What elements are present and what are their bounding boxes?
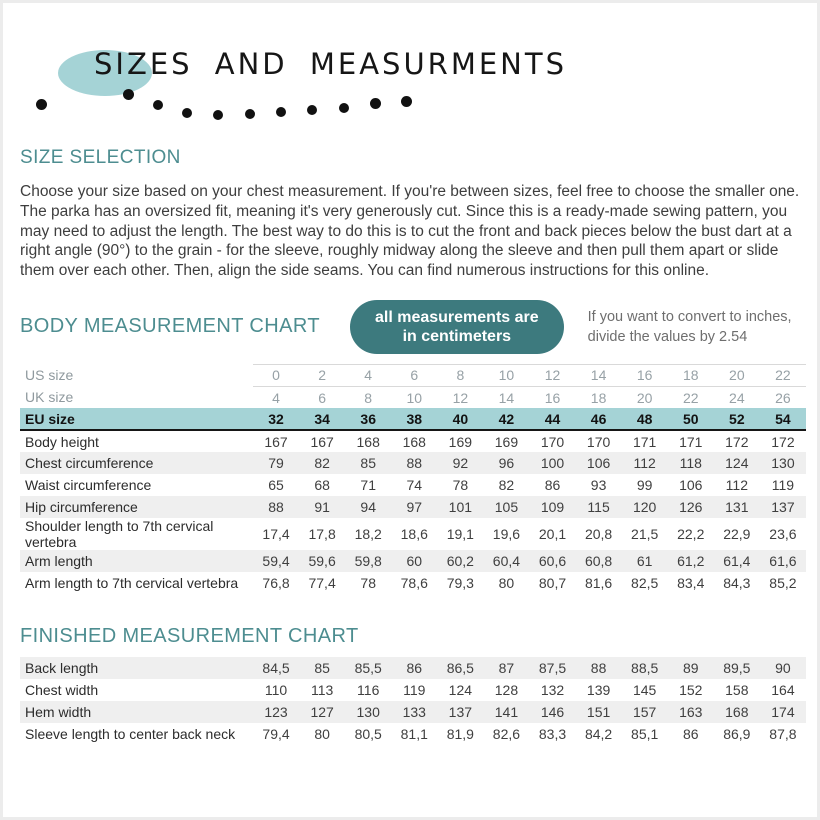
cell-value: 124 [714, 452, 760, 474]
cell-value: 82,5 [631, 575, 659, 592]
cell-value: 24 [714, 386, 760, 408]
cell-value: 14 [576, 364, 622, 386]
inches-conversion-note [588, 307, 792, 347]
cell-value: 80,7 [538, 575, 567, 592]
cell-value: 8 [345, 386, 391, 408]
row-label: UK size [25, 389, 74, 406]
cell-value: 115 [576, 496, 622, 518]
finished-measurement-section [20, 625, 800, 745]
cell-value: 60,4 [483, 550, 529, 572]
row-label: EU size [20, 408, 253, 430]
cell-value: 86 [682, 726, 699, 743]
cell-value: 96 [483, 452, 529, 474]
cell-value: 88,5 [622, 657, 668, 679]
dot-decoration [401, 96, 412, 107]
cell-value: 172 [771, 433, 795, 450]
body-measurement-section [20, 300, 800, 595]
cell-value: 78 [452, 477, 469, 494]
cell-value: 112 [725, 477, 748, 494]
cell-value: 79 [253, 452, 299, 474]
cell-value: 14 [483, 386, 529, 408]
cell-value: 88 [576, 657, 622, 679]
body-measurement-table [20, 364, 806, 595]
row-label: Arm length [20, 550, 253, 572]
cell-value: 22 [760, 364, 806, 386]
cell-value: 80,5 [354, 726, 382, 743]
cell-value: 36 [345, 408, 391, 430]
size-selection-heading: SIZE SELECTION [20, 147, 181, 168]
dot-decoration [36, 99, 47, 110]
cell-value: 92 [437, 452, 483, 474]
cell-value: 61 [622, 550, 668, 572]
cell-value: 91 [299, 496, 345, 518]
cell-value: 109 [529, 496, 575, 518]
page [3, 3, 817, 817]
row-label: US size [25, 367, 74, 384]
cell-value: 6 [391, 364, 437, 386]
cell-value: 101 [437, 496, 483, 518]
row-label: Shoulder length to 7th cervical vertebra [25, 518, 214, 551]
cell-value: 76,8 [262, 575, 290, 592]
cell-value: 2 [299, 364, 345, 386]
cell-value: 86 [391, 657, 437, 679]
cell-value: 119 [771, 477, 795, 494]
cell-value: 61,4 [714, 550, 760, 572]
cell-value: 113 [310, 682, 334, 699]
cell-value: 6 [299, 386, 345, 408]
centimeters-unit-badge [350, 300, 564, 354]
size-row-us [20, 364, 806, 386]
cell-value: 54 [760, 408, 806, 430]
cell-value: 133 [391, 701, 437, 723]
cell-value: 139 [586, 682, 611, 699]
dot-decoration [153, 100, 163, 110]
size-selection-section [20, 147, 800, 281]
cell-value: 106 [679, 477, 703, 494]
cell-value: 85 [299, 657, 345, 679]
cell-value: 19,1 [446, 526, 474, 543]
note-line-2: divide the values by 2.54 [587, 328, 748, 345]
dot-decoration [182, 108, 192, 118]
row-label: Chest circumference [20, 452, 253, 474]
cell-value: 131 [714, 496, 760, 518]
cell-value: 85,1 [631, 726, 659, 743]
cell-value: 18,2 [354, 526, 382, 543]
cell-value: 71 [360, 477, 376, 494]
cell-value: 17,4 [262, 526, 290, 543]
cell-value: 170 [540, 433, 565, 450]
cell-value: 137 [760, 496, 806, 518]
cell-value: 93 [590, 477, 607, 494]
cell-value: 110 [264, 682, 288, 699]
cell-value: 68 [314, 477, 330, 494]
cell-value: 164 [771, 682, 795, 699]
cell-value: 10 [483, 364, 529, 386]
cell-value: 87 [483, 657, 529, 679]
table-row [20, 679, 806, 701]
cell-value: 168 [356, 433, 380, 450]
dot-decoration [245, 109, 255, 119]
cell-value: 23,6 [769, 526, 797, 543]
cell-value: 127 [299, 701, 345, 723]
cell-value: 132 [540, 682, 565, 699]
page-header [20, 3, 800, 135]
cell-value: 82 [299, 452, 345, 474]
cell-value: 46 [576, 408, 622, 430]
cell-value: 84,5 [253, 657, 299, 679]
cell-value: 100 [529, 452, 575, 474]
cell-value: 10 [391, 386, 437, 408]
dot-decoration [339, 103, 349, 113]
cell-value: 81,9 [446, 726, 474, 743]
cell-value: 169 [448, 433, 473, 450]
cell-value: 85,2 [769, 575, 797, 592]
table-row [20, 572, 806, 594]
row-label: Hem width [20, 701, 253, 723]
cell-value: 4 [345, 364, 391, 386]
cell-value: 12 [529, 364, 575, 386]
cell-value: 78 [360, 575, 376, 592]
cell-value: 18,6 [400, 526, 428, 543]
cell-value: 83,4 [677, 575, 705, 592]
cell-value: 99 [636, 477, 653, 494]
badge-line-1: all measurements are [375, 308, 539, 326]
size-row-eu [20, 408, 806, 430]
row-label: Waist circumference [25, 477, 152, 494]
body-chart-heading: BODY MEASUREMENT CHART [20, 315, 320, 338]
cell-value: 130 [760, 452, 806, 474]
cell-value: 19,6 [492, 526, 521, 543]
cell-value: 157 [622, 701, 668, 723]
cell-value: 80 [498, 575, 515, 592]
cell-value: 26 [760, 386, 806, 408]
cell-value: 61,2 [668, 550, 714, 572]
cell-value: 87,8 [769, 726, 797, 743]
cell-value: 88 [391, 452, 437, 474]
cell-value: 79,4 [262, 726, 290, 743]
cell-value: 8 [437, 364, 483, 386]
cell-value: 118 [668, 452, 714, 474]
page-title: SIZES AND MEASURMENTS [94, 47, 567, 81]
table-row [20, 430, 806, 452]
table-row [20, 452, 806, 474]
cell-value: 44 [529, 408, 575, 430]
cell-value: 88 [253, 496, 299, 518]
cell-value: 87,5 [529, 657, 575, 679]
row-label: Back length [20, 657, 253, 679]
cell-value: 82 [498, 477, 515, 494]
cell-value: 146 [529, 701, 575, 723]
cell-value: 80 [314, 726, 330, 743]
cell-value: 85,5 [345, 657, 391, 679]
table-row [20, 496, 806, 518]
cell-value: 78,6 [400, 575, 428, 592]
cell-value: 48 [622, 408, 668, 430]
cell-value: 112 [622, 452, 668, 474]
body-chart-header [20, 300, 800, 354]
dot-decoration [123, 89, 134, 100]
cell-value: 89,5 [714, 657, 760, 679]
cell-value: 18 [668, 364, 714, 386]
cell-value: 137 [437, 701, 483, 723]
cell-value: 168 [714, 701, 760, 723]
cell-value: 124 [448, 682, 473, 699]
cell-value: 97 [391, 496, 437, 518]
cell-value: 145 [632, 682, 657, 699]
cell-value: 20,1 [538, 526, 567, 543]
dot-decoration [370, 98, 381, 109]
row-label: Hip circumference [20, 496, 253, 518]
cell-value: 119 [403, 682, 426, 699]
badge-line-2: in centimeters [402, 327, 512, 345]
row-label: Body height [25, 433, 99, 450]
table-row [20, 518, 806, 550]
cell-value: 16 [529, 386, 575, 408]
cell-value: 171 [632, 433, 657, 450]
cell-value: 120 [622, 496, 668, 518]
cell-value: 172 [725, 433, 749, 450]
cell-value: 86 [544, 477, 561, 494]
row-label: Chest width [25, 682, 99, 699]
table-row [20, 474, 806, 496]
cell-value: 20 [622, 386, 668, 408]
dot-decoration [213, 110, 223, 120]
table-row [20, 701, 806, 723]
cell-value: 79,3 [446, 575, 474, 592]
cell-value: 81,6 [584, 575, 613, 592]
cell-value: 163 [668, 701, 714, 723]
table-row [20, 550, 806, 572]
cell-value: 20 [714, 364, 760, 386]
cell-value: 60,2 [437, 550, 483, 572]
cell-value: 77,4 [308, 575, 336, 592]
cell-value: 42 [483, 408, 529, 430]
cell-value: 85 [345, 452, 391, 474]
cell-value: 81,1 [400, 726, 428, 743]
cell-value: 65 [268, 477, 284, 494]
row-label: Arm length to 7th cervical vertebra [25, 575, 239, 592]
cell-value: 50 [668, 408, 714, 430]
cell-value: 59,8 [345, 550, 391, 572]
cell-value: 171 [679, 433, 703, 450]
cell-value: 130 [345, 701, 391, 723]
cell-value: 123 [253, 701, 299, 723]
cell-value: 4 [253, 386, 299, 408]
cell-value: 22 [668, 386, 714, 408]
cell-value: 90 [760, 657, 806, 679]
row-label: Sleeve length to center back neck [25, 726, 236, 743]
cell-value: 82,6 [492, 726, 521, 743]
cell-value: 86,9 [723, 726, 751, 743]
cell-value: 0 [253, 364, 299, 386]
cell-value: 60 [391, 550, 437, 572]
table-row [20, 657, 806, 679]
cell-value: 167 [310, 433, 334, 450]
cell-value: 32 [253, 408, 299, 430]
cell-value: 167 [264, 433, 288, 450]
cell-value: 59,6 [299, 550, 345, 572]
cell-value: 21,5 [631, 526, 659, 543]
cell-value: 16 [622, 364, 668, 386]
size-row-uk [20, 386, 806, 408]
note-line-1: If you want to convert to inches, [587, 308, 792, 325]
cell-value: 169 [494, 433, 519, 450]
cell-value: 94 [345, 496, 391, 518]
cell-value: 89 [668, 657, 714, 679]
cell-value: 128 [494, 682, 519, 699]
dot-decoration [307, 105, 317, 115]
cell-value: 151 [576, 701, 622, 723]
cell-value: 152 [679, 682, 703, 699]
cell-value: 105 [483, 496, 529, 518]
cell-value: 84,2 [584, 726, 613, 743]
finished-measurement-table [20, 657, 806, 745]
cell-value: 17,8 [308, 526, 336, 543]
table-row [20, 723, 806, 745]
cell-value: 158 [725, 682, 749, 699]
cell-value: 60,6 [529, 550, 575, 572]
cell-value: 18 [576, 386, 622, 408]
cell-value: 168 [402, 433, 426, 450]
cell-value: 83,3 [538, 726, 567, 743]
finished-chart-heading: FINISHED MEASUREMENT CHART [20, 625, 359, 648]
cell-value: 38 [391, 408, 437, 430]
cell-value: 12 [437, 386, 483, 408]
dots-decoration [20, 3, 800, 135]
cell-value: 20,8 [584, 526, 613, 543]
cell-value: 60,8 [576, 550, 622, 572]
cell-value: 174 [760, 701, 806, 723]
cell-value: 84,3 [723, 575, 751, 592]
cell-value: 116 [357, 682, 380, 699]
cell-value: 34 [299, 408, 345, 430]
cell-value: 61,6 [760, 550, 806, 572]
size-selection-paragraph: Choose your size based on your chest measurement. If you're between sizes, feel free to choose the smaller one. The parka has an oversized fit, meaning it's very generously cut. Since this is a ready-made sewing pattern, you may need to adjust the length. The best way to do this is to cut the front and back pieces below the bust dart at a right angle (90°) to the grain - for the sleeve, roughly midway along the sleeve and then pull them apart or slide them over each other. Then, align the side seams. You can find numerous instructions for this online. [20, 183, 800, 280]
cell-value: 141 [483, 701, 529, 723]
cell-value: 106 [576, 452, 622, 474]
cell-value: 59,4 [253, 550, 299, 572]
cell-value: 126 [668, 496, 714, 518]
dot-decoration [276, 107, 286, 117]
cell-value: 86,5 [437, 657, 483, 679]
cell-value: 52 [714, 408, 760, 430]
cell-value: 74 [406, 477, 423, 494]
cell-value: 170 [586, 433, 611, 450]
cell-value: 22,9 [723, 526, 751, 543]
cell-value: 22,2 [677, 526, 705, 543]
cell-value: 40 [437, 408, 483, 430]
